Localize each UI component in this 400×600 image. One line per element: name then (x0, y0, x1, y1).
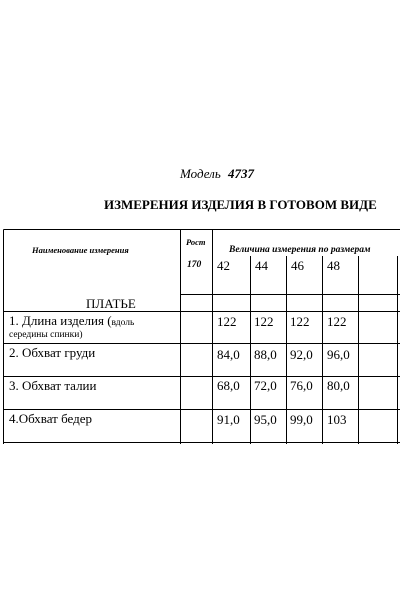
section-dress: ПЛАТЬЕ (86, 296, 136, 311)
value-cell: 80,0 (327, 378, 350, 393)
document-title: ИЗМЕРЕНИЯ ИЗДЕЛИЯ В ГОТОВОМ ВИДЕ (104, 197, 377, 212)
row-label: 2. Обхват груди (9, 345, 96, 360)
value-cell: 95,0 (254, 412, 277, 427)
model-label: Модель (180, 166, 221, 181)
row-label: 4.Обхват бедер (9, 411, 93, 426)
value-cell: 96,0 (327, 347, 350, 362)
size-42: 42 (217, 258, 230, 273)
value-cell: 122 (254, 314, 274, 329)
row-label: 3. Обхват талии (9, 378, 97, 393)
value-cell: 91,0 (217, 412, 240, 427)
header-height-value: 170 (187, 260, 202, 270)
header-measurement-name: Наименование измерения (32, 245, 129, 255)
size-48: 48 (327, 258, 340, 273)
value-cell: 122 (327, 314, 347, 329)
row-label-sub: середины спинки) (9, 330, 83, 340)
size-44: 44 (255, 258, 268, 273)
row-label-note: вдоль (111, 318, 135, 328)
row-label (9, 313, 134, 329)
model-number: 4737 (228, 166, 254, 181)
value-cell: 88,0 (254, 347, 277, 362)
header-sizes: Величина измерения по размерам (229, 245, 371, 255)
value-cell: 92,0 (290, 347, 313, 362)
value-cell: 84,0 (217, 347, 240, 362)
value-cell: 99,0 (290, 412, 313, 427)
value-cell: 72,0 (254, 378, 277, 393)
row-label-main: 1. Длина изделия ( (9, 313, 112, 328)
value-cell: 122 (290, 314, 310, 329)
size-46: 46 (291, 258, 304, 273)
value-cell: 103 (327, 412, 347, 427)
value-cell: 76,0 (290, 378, 313, 393)
value-cell: 122 (217, 314, 237, 329)
header-height: Рост (186, 237, 206, 247)
value-cell: 68,0 (217, 378, 240, 393)
